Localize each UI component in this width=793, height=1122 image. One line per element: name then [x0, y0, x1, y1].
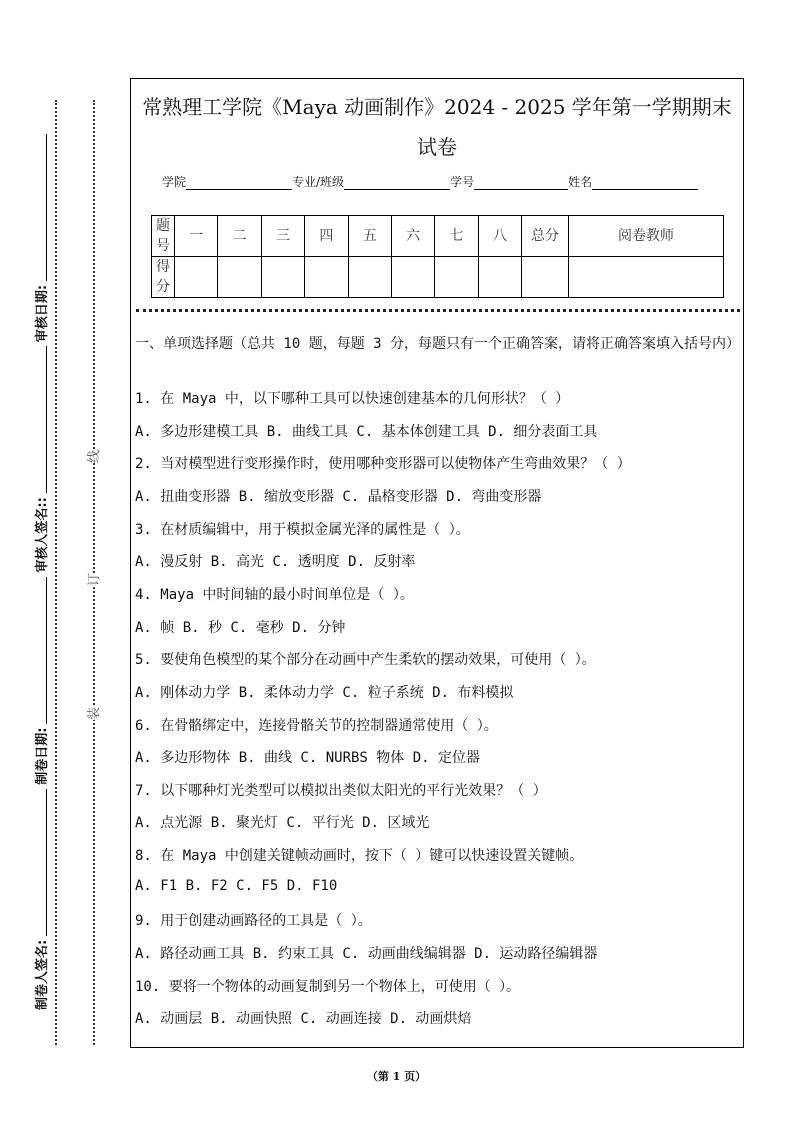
- signature-strip: [30, 130, 50, 1010]
- signature-line[interactable]: [46, 789, 47, 936]
- score-cell[interactable]: [569, 257, 724, 298]
- college-field[interactable]: [186, 175, 292, 190]
- score-cell[interactable]: [478, 257, 521, 298]
- answer-options: A. 多边形建模工具 B. 曲线工具 C. 基本体创建工具 D. 细分表面工具: [135, 423, 598, 440]
- question-text: 10. 要将一个物体的动画复制到另一个物体上，可使用（ ）。: [135, 978, 521, 995]
- header-cell: 总分: [522, 216, 569, 257]
- answer-options: A. 扭曲变形器 B. 缩放变形器 C. 晶格变形器 D. 弯曲变形器: [135, 488, 542, 505]
- separator: [136, 309, 740, 312]
- header-cell: 七: [435, 216, 478, 257]
- binding-mark: 订: [83, 573, 102, 586]
- question-text: 5. 要使角色模型的某个部分在动画中产生柔软的摆动效果，可使用（ ）。: [135, 652, 596, 669]
- score-cell[interactable]: [435, 257, 478, 298]
- header-row: [152, 216, 724, 257]
- answer-options: A. 路径动画工具 B. 约束工具 C. 动画曲线编辑器 D. 运动路径编辑器: [135, 946, 598, 962]
- header-cell: 三: [261, 216, 304, 257]
- question-text: 7. 以下哪种灯光类型可以模拟出类似太阳光的平行光效果？（ ）: [135, 782, 547, 799]
- label-maker-signature: 制卷人签名:: [35, 939, 50, 1010]
- major-field[interactable]: [344, 175, 450, 190]
- header-cell: 四: [305, 216, 348, 257]
- header-cell: 五: [348, 216, 391, 257]
- name-field[interactable]: [592, 175, 698, 190]
- binding-mark: 线: [83, 450, 102, 463]
- score-table: [151, 215, 724, 298]
- section-heading: 一、单项选择题（总共 10 题，每题 3 分，每题只有一个正确答案，请将正确答案填入括号内）: [135, 336, 740, 352]
- header-cell: 一: [175, 216, 218, 257]
- score-cell[interactable]: [175, 257, 218, 298]
- score-cell[interactable]: [348, 257, 391, 298]
- id-field[interactable]: [474, 175, 568, 190]
- cut-line: [55, 100, 57, 1045]
- answer-options: A. 多边形物体 B. 曲线 C. NURBS 物体 D. 定位器: [135, 750, 481, 767]
- signature-line[interactable]: [46, 346, 47, 493]
- question-text: 8. 在 Maya 中创建关键帧动画时，按下（ ）键可以快速设置关键帧。: [135, 848, 584, 865]
- label-maker-date: 制卷日期:: [35, 727, 50, 785]
- exam-title-2: 试卷: [417, 135, 457, 159]
- answer-options: A. 漫反射 B. 高光 C. 透明度 D. 反射率: [135, 554, 416, 571]
- question-text: 1. 在 Maya 中，以下哪种工具可以快速创建基本的几何形状？（ ）: [135, 391, 570, 407]
- question-text: 4. Maya 中时间轴的最小时间单位是（ ）。: [135, 586, 414, 603]
- answer-options: A. 帧 B. 秒 C. 毫秒 D. 分钟: [135, 619, 346, 636]
- row-label: 得分: [152, 257, 175, 298]
- college-label: 学院: [162, 175, 187, 189]
- question-text: 3. 在材质编辑中，用于模拟金属光泽的属性是（ ）。: [135, 521, 470, 538]
- header-cell: 题号: [152, 216, 175, 257]
- question-text: 2. 当对模型进行变形操作时，使用哪种变形器可以使物体产生弯曲效果？（ ）: [135, 456, 631, 473]
- answer-options: A. 刚体动力学 B. 柔体动力学 C. 粒子系统 D. 布料模拟: [135, 684, 514, 701]
- answer-options: A. F1 B. F2 C. F5 D. F10: [135, 877, 338, 894]
- score-cell[interactable]: [391, 257, 434, 298]
- student-info: [162, 173, 698, 190]
- header-cell: 六: [391, 216, 434, 257]
- score-cell[interactable]: [218, 257, 261, 298]
- header-cell: 八: [478, 216, 521, 257]
- score-row: [152, 257, 724, 298]
- question-text: 6. 在骨骼绑定中，连接骨骼关节的控制器通常使用（ ）。: [135, 717, 498, 734]
- exam-title: 常熟理工学院《Maya 动画制作》2024 - 2025 学年第一学期期末: [142, 95, 732, 119]
- question-text: 9. 用于创建动画路径的工具是（ ）。: [135, 913, 372, 930]
- signature-line[interactable]: [46, 134, 47, 281]
- signature-line[interactable]: [46, 577, 47, 724]
- name-label: 姓名: [568, 175, 593, 189]
- answer-options: A. 动画层 B. 动画快照 C. 动画连接 D. 动画烘焙: [135, 1011, 472, 1028]
- label-review-date: 审核日期:: [35, 284, 50, 343]
- id-label: 学号: [450, 175, 475, 189]
- page-number: （第 1 页）: [366, 1070, 427, 1083]
- header-cell: 二: [218, 216, 261, 257]
- answer-options: A. 点光源 B. 聚光灯 C. 平行光 D. 区域光: [135, 815, 430, 832]
- score-cell[interactable]: [522, 257, 569, 298]
- binding-mark: 装: [83, 707, 102, 720]
- score-cell[interactable]: [305, 257, 348, 298]
- header-cell: 阅卷教师: [569, 216, 724, 257]
- score-cell[interactable]: [261, 257, 304, 298]
- major-label: 专业/班级: [292, 175, 345, 189]
- label-reviewer-signature: 审核人签名::: [35, 497, 50, 573]
